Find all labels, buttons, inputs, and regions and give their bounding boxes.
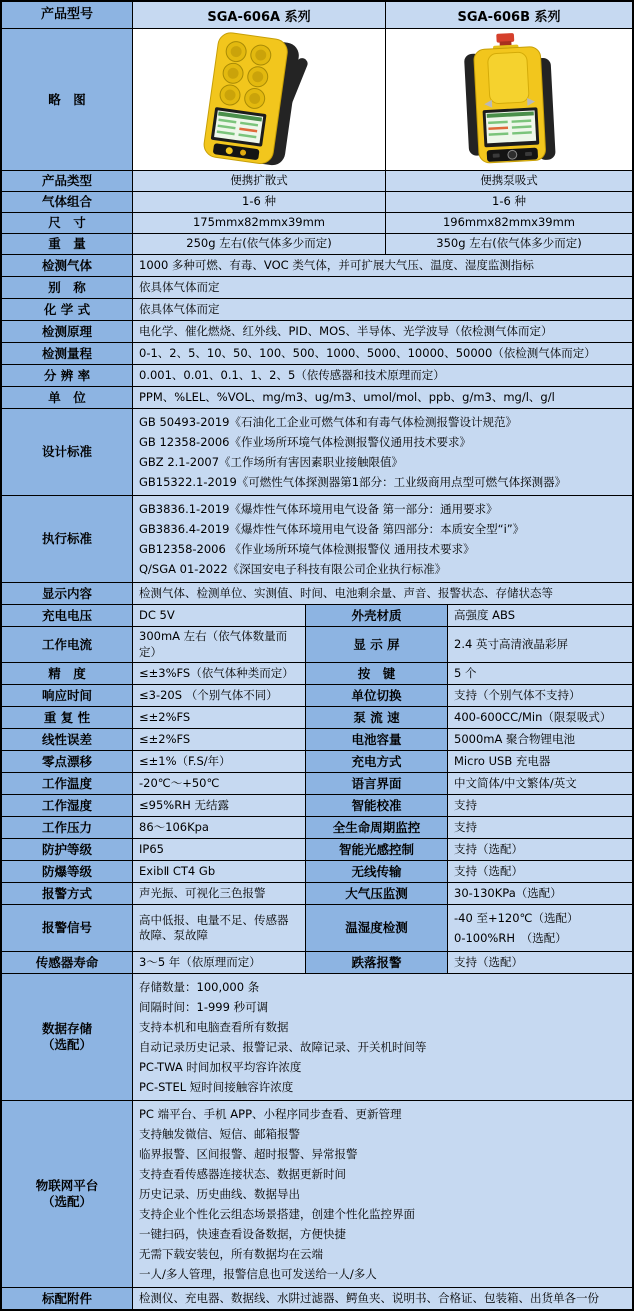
row-label-text: 工作压力 (41, 819, 92, 835)
row-label-text: 检测量程 (41, 345, 92, 361)
spec-label-2 (305, 839, 447, 860)
table-row (2, 2, 632, 28)
spec-label-2 (305, 817, 447, 838)
spec-label-2 (305, 685, 447, 706)
spec-value: ExibⅡ CT4 Gb (132, 861, 305, 882)
spec-label (2, 663, 132, 684)
row-label-text: 略 图 (48, 91, 86, 107)
spec-value-b: 196mmx82mmx39mm (385, 213, 632, 233)
table-row (2, 212, 632, 233)
table-row (2, 951, 632, 973)
spec-label (2, 861, 132, 882)
row-label-text: 跌落报警 (351, 954, 402, 970)
spec-label (2, 234, 132, 254)
series-b-header: SGA-606B 系列 (385, 2, 632, 28)
spec-value: 支持 (447, 795, 632, 816)
row-label-text: 重 复 性 (43, 709, 91, 725)
table-row (2, 772, 632, 794)
table-row (2, 626, 632, 662)
row-label-text: 执行标准 (41, 531, 92, 547)
spec-value: 支持（选配） (447, 861, 632, 882)
spec-value-line: 一人/多人管理，报警信息也可发送给一人/多人 (139, 1267, 377, 1282)
row-label-text: 大气压监测 (345, 885, 408, 901)
spec-label-2 (305, 663, 447, 684)
spec-value: IP65 (132, 839, 305, 860)
device-a-cell (132, 29, 385, 170)
row-sublabel-text: （选配） (41, 1037, 92, 1053)
row-label-text: 无线传输 (351, 863, 402, 879)
spec-value: ≤±2%FS (132, 707, 305, 728)
spec-value-a: 1-6 种 (132, 192, 385, 212)
spec-label (2, 817, 132, 838)
spec-label-2 (305, 605, 447, 626)
spec-label-2 (305, 773, 447, 794)
series-a-header: SGA-606A 系列 (132, 2, 385, 28)
spec-value-line: -40 至+120℃（选配） (454, 911, 579, 926)
spec-label (2, 496, 132, 582)
spec-value: 高中低报、电量不足、传感器故障、泵故障 (132, 905, 305, 951)
table-row (2, 904, 632, 951)
row-label-text: 单 位 (48, 389, 86, 405)
table-row (2, 816, 632, 838)
spec-label (2, 387, 132, 408)
spec-label-2 (305, 952, 447, 973)
row-label-text: 显 示 屏 (353, 636, 400, 652)
row-label-text: 设计标准 (41, 444, 92, 460)
row-label-text: 全生命周期监控 (332, 819, 421, 835)
spec-value-lines (447, 905, 632, 951)
row-label-text: 响应时间 (41, 687, 92, 703)
table-row (2, 170, 632, 191)
row-label-text: 防爆等级 (41, 863, 92, 879)
spec-value-b: 便携泵吸式 (385, 171, 632, 191)
spec-label (2, 1101, 132, 1287)
spec-value-line: 0-100%RH （选配） (454, 931, 567, 946)
spec-value: 检测仪、充电器、数据线、水阱过滤器、鳄鱼夹、说明书、合格证、包装箱、出货单各一份 (132, 1288, 632, 1309)
spec-value-b: 350g 左右(依气体多少而定) (385, 234, 632, 254)
spec-label (2, 707, 132, 728)
table-row (2, 254, 632, 276)
spec-label (2, 255, 132, 276)
table-row (2, 882, 632, 904)
spec-label (2, 751, 132, 772)
spec-value: 0-1、2、5、10、50、100、500、1000、5000、10000、50000（依检测气体而定） (132, 343, 632, 364)
row-label-text: 报警信号 (41, 920, 92, 936)
row-label-text: 精 度 (48, 665, 86, 681)
spec-label-2 (305, 795, 447, 816)
spec-label-2 (305, 729, 447, 750)
spec-value-line: GB 12358-2006《作业场所环境气体检测报警仪通用技术要求》 (139, 435, 471, 449)
table-row (2, 860, 632, 882)
spec-value-line: PC 端平台、手机 APP、小程序同步查看、更新管理 (139, 1107, 402, 1122)
row-label-text: 化 学 式 (43, 301, 91, 317)
row-label-text: 产品类型 (41, 173, 92, 189)
row-label-text: 工作湿度 (41, 797, 92, 813)
spec-value-lines (132, 409, 632, 495)
table-row (2, 320, 632, 342)
row-label-text: 检测原理 (41, 323, 92, 339)
row-label-text: 工作电流 (41, 636, 92, 652)
spec-value-a: 便携扩散式 (132, 171, 385, 191)
spec-value: 3～5 年（依原理而定） (132, 952, 305, 973)
table-row (2, 973, 632, 1100)
spec-value-line: 支持本机和电脑查看所有数据 (139, 1020, 289, 1035)
spec-value: PPM、%LEL、%VOL、mg/m3、ug/m3、umol/mol、ppb、g/m3、mg/l、g/l (132, 387, 632, 408)
spec-value-line: GB12358-2006 《作业场所环境气体检测报警仪 通用技术要求》 (139, 542, 475, 556)
spec-label (2, 974, 132, 1100)
spec-value-line: GB 50493-2019《石油化工企业可燃气体和有毒气体检测报警设计规范》 (139, 415, 517, 429)
spec-label (2, 627, 132, 662)
spec-value-a: 175mmx82mmx39mm (132, 213, 385, 233)
spec-label (2, 795, 132, 816)
spec-value-line: 自动记录历史记录、报警记录、故障记录、开关机时间等 (139, 1040, 427, 1055)
row-label-text: 充电方式 (351, 753, 402, 769)
table-row (2, 728, 632, 750)
spec-label (2, 1288, 132, 1309)
row-sublabel-text: （选配） (41, 1194, 92, 1210)
row-label-text: 电池容量 (351, 731, 402, 747)
row-label-text: 产品型号 (40, 6, 93, 22)
table-row (2, 276, 632, 298)
spec-label (2, 905, 132, 951)
spec-value-lines (132, 496, 632, 582)
row-label-text: 数据存储 (41, 1021, 92, 1037)
spec-value-line: 历史记录、历史曲线、数据导出 (139, 1187, 300, 1202)
spec-value: ≤±2%FS (132, 729, 305, 750)
spec-value: Micro USB 充电器 (447, 751, 632, 772)
table-row (2, 794, 632, 816)
spec-value: ≤±3%FS（依气体种类而定） (132, 663, 305, 684)
spec-value: ≤95%RH 无结露 (132, 795, 305, 816)
spec-value-line: 一键扫码，快速查看设备数据，方便快捷 (139, 1227, 346, 1242)
device-a-image (133, 29, 385, 170)
spec-label (2, 583, 132, 604)
table-row (2, 298, 632, 320)
row-label-text: 显示内容 (41, 585, 92, 601)
table-row (2, 1100, 632, 1287)
device-b-cell (385, 29, 632, 170)
sketch-row-label (2, 29, 132, 170)
spec-value: DC 5V (132, 605, 305, 626)
spec-label-2 (305, 627, 447, 662)
row-label-text: 智能校准 (351, 797, 402, 813)
table-row (2, 582, 632, 604)
row-label-text: 单位切换 (351, 687, 402, 703)
spec-value: 0.001、0.01、0.1、1、2、5（依传感器和技术原理而定） (132, 365, 632, 386)
row-label-text: 别 称 (48, 279, 86, 295)
spec-label-2 (305, 707, 447, 728)
spec-value-lines (132, 1101, 632, 1287)
spec-value: 依具体气体而定 (132, 277, 632, 298)
table-row (2, 408, 632, 495)
spec-label (2, 773, 132, 794)
spec-label (2, 213, 132, 233)
spec-value-line: 存储数量：100,000 条 (139, 980, 260, 995)
spec-value-line: 支持触发微信、短信、邮箱报警 (139, 1127, 300, 1142)
row-label-text: 防护等级 (41, 841, 92, 857)
spec-label (2, 729, 132, 750)
row-label-text: 工作温度 (41, 775, 92, 791)
spec-value-line: GB3836.1-2019《爆炸性气体环境用电气设备 第一部分：通用要求》 (139, 502, 498, 516)
table-row (2, 706, 632, 728)
spec-value: 86～106Kpa (132, 817, 305, 838)
table-row (2, 386, 632, 408)
table-row (2, 364, 632, 386)
spec-label (2, 685, 132, 706)
spec-value: 中文简体/中文繁体/英文 (447, 773, 632, 794)
spec-label-2 (305, 861, 447, 882)
spec-value: 高强度 ABS (447, 605, 632, 626)
table-row (2, 191, 632, 212)
spec-label (2, 883, 132, 904)
spec-value: 检测气体、检测单位、实测值、时间、电池剩余量、声音、报警状态、存储状态等 (132, 583, 632, 604)
spec-value-line: GBZ 2.1-2007《工作场所有害因素职业接触限值》 (139, 455, 404, 469)
spec-label-2 (305, 751, 447, 772)
spec-value: 300mA 左右（依气体数量而定） (132, 627, 305, 662)
spec-value-a: 250g 左右(依气体多少而定) (132, 234, 385, 254)
spec-value-line: GB15322.1-2019《可燃性气体探测器第1部分：工业级商用点型可燃气体探测器》 (139, 475, 567, 489)
row-label-text: 语言界面 (351, 775, 402, 791)
table-row (2, 495, 632, 582)
row-label-text: 传感器寿命 (35, 954, 99, 970)
table-row (2, 662, 632, 684)
row-label-text: 按 键 (357, 665, 396, 681)
product-model-header (2, 2, 132, 28)
spec-value: 5 个 (447, 663, 632, 684)
spec-value: 支持（选配） (447, 952, 632, 973)
table-row (2, 750, 632, 772)
spec-value: 5000mA 聚合物锂电池 (447, 729, 632, 750)
row-label-text: 分 辨 率 (43, 367, 91, 383)
row-label-text: 重 量 (48, 236, 86, 252)
spec-label (2, 171, 132, 191)
spec-label (2, 839, 132, 860)
spec-value-line: Q/SGA 01-2022《深国安电子科技有限公司企业执行标准》 (139, 562, 447, 576)
spec-value-line: 无需下载安装包，所有数据均在云端 (139, 1247, 323, 1262)
spec-value: 电化学、催化燃烧、红外线、PID、MOS、半导体、光学波导（依检测气体而定） (132, 321, 632, 342)
spec-label-2 (305, 905, 447, 951)
spec-value-b: 1-6 种 (385, 192, 632, 212)
spec-value: -20℃～+50℃ (132, 773, 305, 794)
spec-label (2, 192, 132, 212)
row-label-text: 智能光感控制 (338, 841, 414, 857)
spec-value-line: PC-TWA 时间加权平均容许浓度 (139, 1060, 302, 1075)
row-label-text: 泵 流 速 (353, 709, 400, 725)
spec-value-line: 间隔时间：1-999 秒可调 (139, 1000, 269, 1015)
spec-label (2, 952, 132, 973)
device-b-image (386, 29, 632, 170)
spec-label (2, 321, 132, 342)
spec-label (2, 409, 132, 495)
spec-value-line: GB3836.4-2019《爆炸性气体环境用电气设备 第四部分：本质安全型“i”》 (139, 522, 525, 536)
table-row (2, 1287, 632, 1309)
spec-label-2 (305, 883, 447, 904)
spec-value-line: PC-STEL 短时间接触容许浓度 (139, 1080, 294, 1095)
spec-label (2, 299, 132, 320)
spec-value-line: 支持查看传感器连接状态、数据更新时间 (139, 1167, 346, 1182)
row-label-text: 零点漂移 (41, 753, 92, 769)
spec-value: ≤3-20S （个别气体不同） (132, 685, 305, 706)
table-row (2, 838, 632, 860)
row-label-text: 外壳材质 (351, 607, 402, 623)
spec-value: 支持 (447, 817, 632, 838)
row-label-text: 检测气体 (41, 257, 92, 273)
spec-value: 2.4 英寸高清液晶彩屏 (447, 627, 632, 662)
row-label-text: 温湿度检测 (345, 920, 408, 936)
row-label-text: 尺 寸 (48, 215, 86, 231)
spec-value-line: 临界报警、区间报警、超时报警、异常报警 (139, 1147, 358, 1162)
spec-label (2, 277, 132, 298)
spec-label (2, 605, 132, 626)
row-label-text: 线性误差 (41, 731, 92, 747)
spec-value: 支持（个别气体不支持） (447, 685, 632, 706)
spec-value: 声光振、可视化三色报警 (132, 883, 305, 904)
spec-value: 400-600CC/Min（限泵吸式） (447, 707, 632, 728)
table-row (2, 684, 632, 706)
spec-value-line: 支持企业个性化云组态场景搭建，创建个性化监控界面 (139, 1207, 415, 1222)
row-label-text: 物联网平台 (35, 1178, 99, 1194)
spec-label (2, 365, 132, 386)
spec-label (2, 343, 132, 364)
table-row (2, 342, 632, 364)
row-label-text: 气体组合 (41, 194, 92, 210)
table-row (2, 604, 632, 626)
spec-value-lines (132, 974, 632, 1100)
spec-value: ≤±1%（F.S/年） (132, 751, 305, 772)
row-label-text: 报警方式 (41, 885, 92, 901)
row-label-text: 标配附件 (41, 1290, 92, 1306)
spec-value: 1000 多种可燃、有毒、VOC 类气体，并可扩展大气压、温度、湿度监测指标 (132, 255, 632, 276)
row-label-text: 充电电压 (41, 607, 92, 623)
spec-value: 依具体气体而定 (132, 299, 632, 320)
table-row (2, 28, 632, 170)
spec-value: 支持（选配） (447, 839, 632, 860)
spec-value: 30-130KPa（选配） (447, 883, 632, 904)
table-row (2, 233, 632, 254)
